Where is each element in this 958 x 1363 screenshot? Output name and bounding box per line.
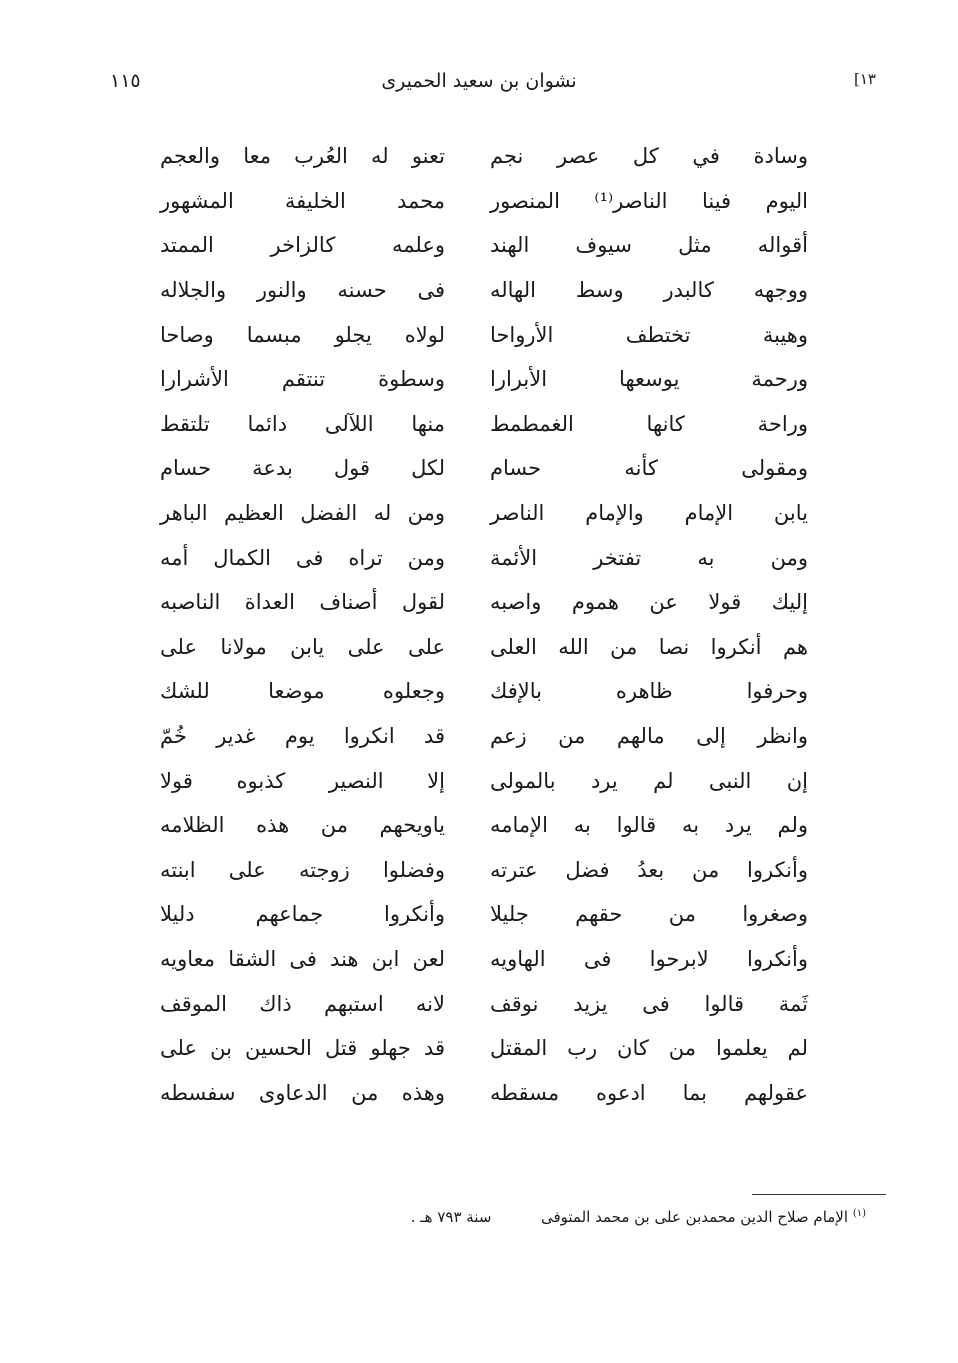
footnote xyxy=(411,1208,866,1226)
footnote-marker: (١) xyxy=(852,1208,866,1219)
verse-line xyxy=(160,535,808,580)
second-hemistich: لقول أصناف العداة الناصبه xyxy=(160,590,445,615)
second-hemistich: لانه استبهم ذاك الموقف xyxy=(160,991,445,1016)
first-hemistich: وهيبة تختطف الأرواحا xyxy=(490,322,808,347)
first-hemistich: ورحمة يوسعها الأبرارا xyxy=(490,367,808,392)
verse-line xyxy=(160,669,808,714)
first-hemistich: إليك قولا عن هموم واصبه xyxy=(490,590,808,615)
second-hemistich: إلا النصير كذبوه قولا xyxy=(160,768,445,793)
second-hemistich: وجعلوه موضعا للشك xyxy=(160,679,445,704)
verse-line xyxy=(160,1070,808,1115)
verse-line xyxy=(160,848,808,893)
verse-line xyxy=(160,1026,808,1071)
first-hemistich: عقولهم بما ادعوه مسقطه xyxy=(490,1080,808,1105)
verse-line xyxy=(160,134,808,179)
second-hemistich: وأنكروا جماعهم دليلا xyxy=(160,902,445,927)
running-title: نشوان بن سعيد الحميرى xyxy=(381,70,577,92)
verse-line xyxy=(160,892,808,937)
page-number: ١١٥ xyxy=(110,70,141,92)
second-hemistich: وسطوة تنتقم الأشرارا xyxy=(160,367,445,392)
first-hemistich: لم يعلموا من كان رب المقتل xyxy=(490,1036,808,1061)
first-hemistich: ولم يرد به قالوا به الإمامه xyxy=(490,813,808,838)
first-hemistich: هم أنكروا نصا من الله العلى xyxy=(490,634,808,659)
section-mark: [١٣ xyxy=(854,70,876,88)
second-hemistich: وفضلوا زوجته على ابنته xyxy=(160,857,445,882)
first-hemistich: ووجهه كالبدر وسط الهاله xyxy=(490,278,808,303)
first-hemistich: ومقولى كأنه حسام xyxy=(490,456,808,481)
verse-line xyxy=(160,491,808,536)
first-hemistich: وأنكروا من بعدُ فضل عترته xyxy=(490,857,808,882)
second-hemistich: ياويحهم من هذه الظلامه xyxy=(160,813,445,838)
footnote-text: الإمام صلاح الدين محمدبن على بن محمد المتوفى xyxy=(540,1208,849,1226)
verse-line xyxy=(160,446,808,491)
verse-line xyxy=(160,937,808,982)
first-hemistich: ثَمة قالوا فى يزيد نوقف xyxy=(490,991,808,1016)
footnote-date: سنة ٧٩٣ هـ . xyxy=(410,1208,492,1226)
first-hemistich: وانظر إلى مالهم من زعم xyxy=(490,724,808,749)
second-hemistich: قد انكروا يوم غدير خُمّ xyxy=(160,724,445,749)
first-hemistich: وسادة في كل عصر نجم xyxy=(490,144,808,169)
verse-line xyxy=(160,580,808,625)
second-hemistich: محمد الخليفة المشهور xyxy=(160,188,445,213)
second-hemistich: منها اللآلى دائما تلتقط xyxy=(160,411,445,436)
first-hemistich: وصغروا من حقهم جليلا xyxy=(490,902,808,927)
second-hemistich: على على يابن مولانا على xyxy=(160,634,445,659)
second-hemistich: لكل قول بدعة حسام xyxy=(160,456,445,481)
first-hemistich: أقواله مثل سيوف الهند xyxy=(490,233,808,258)
verse-line xyxy=(160,803,808,848)
first-hemistich: وراحة كانها الغمطمط xyxy=(490,411,808,436)
footnote-divider xyxy=(752,1194,886,1195)
second-hemistich: ومن تراه فى الكمال أمه xyxy=(160,545,445,570)
first-hemistich: يابن الإمام والإمام الناصر xyxy=(490,501,808,526)
second-hemistich: لعن ابن هند فى الشقا معاويه xyxy=(160,946,445,971)
first-hemistich: ومن به تفتخر الأئمة xyxy=(490,545,808,570)
verse-line xyxy=(160,179,808,224)
verse-line xyxy=(160,758,808,803)
second-hemistich: وهذه من الدعاوى سفسطه xyxy=(160,1080,445,1105)
verse-line xyxy=(160,312,808,357)
second-hemistich: ومن له الفضل العظيم الباهر xyxy=(160,501,445,526)
verse-line xyxy=(160,714,808,759)
verse-line xyxy=(160,402,808,447)
verse-line xyxy=(160,223,808,268)
verse-line xyxy=(160,268,808,313)
verse-line xyxy=(160,625,808,670)
first-hemistich: وأنكروا لابرحوا فى الهاويه xyxy=(490,946,808,971)
poem xyxy=(160,134,808,1115)
verse-line xyxy=(160,981,808,1026)
verse-line xyxy=(160,357,808,402)
second-hemistich: لولاه يجلو مبسما وصاحا xyxy=(160,322,445,347)
first-hemistich: وحرفوا ظاهره بالإفك xyxy=(490,679,808,704)
first-hemistich: اليوم فينا الناصر⁽¹⁾ المنصور xyxy=(490,188,808,213)
second-hemistich: وعلمه كالزاخر الممتد xyxy=(160,233,445,258)
first-hemistich: إن النبى لم يرد بالمولى xyxy=(490,768,808,793)
second-hemistich: قد جهلو قتل الحسين بن على xyxy=(160,1036,445,1061)
second-hemistich: فى حسنه والنور والجلاله xyxy=(160,278,445,303)
second-hemistich: تعنو له العُرب معا والعجم xyxy=(160,144,445,169)
